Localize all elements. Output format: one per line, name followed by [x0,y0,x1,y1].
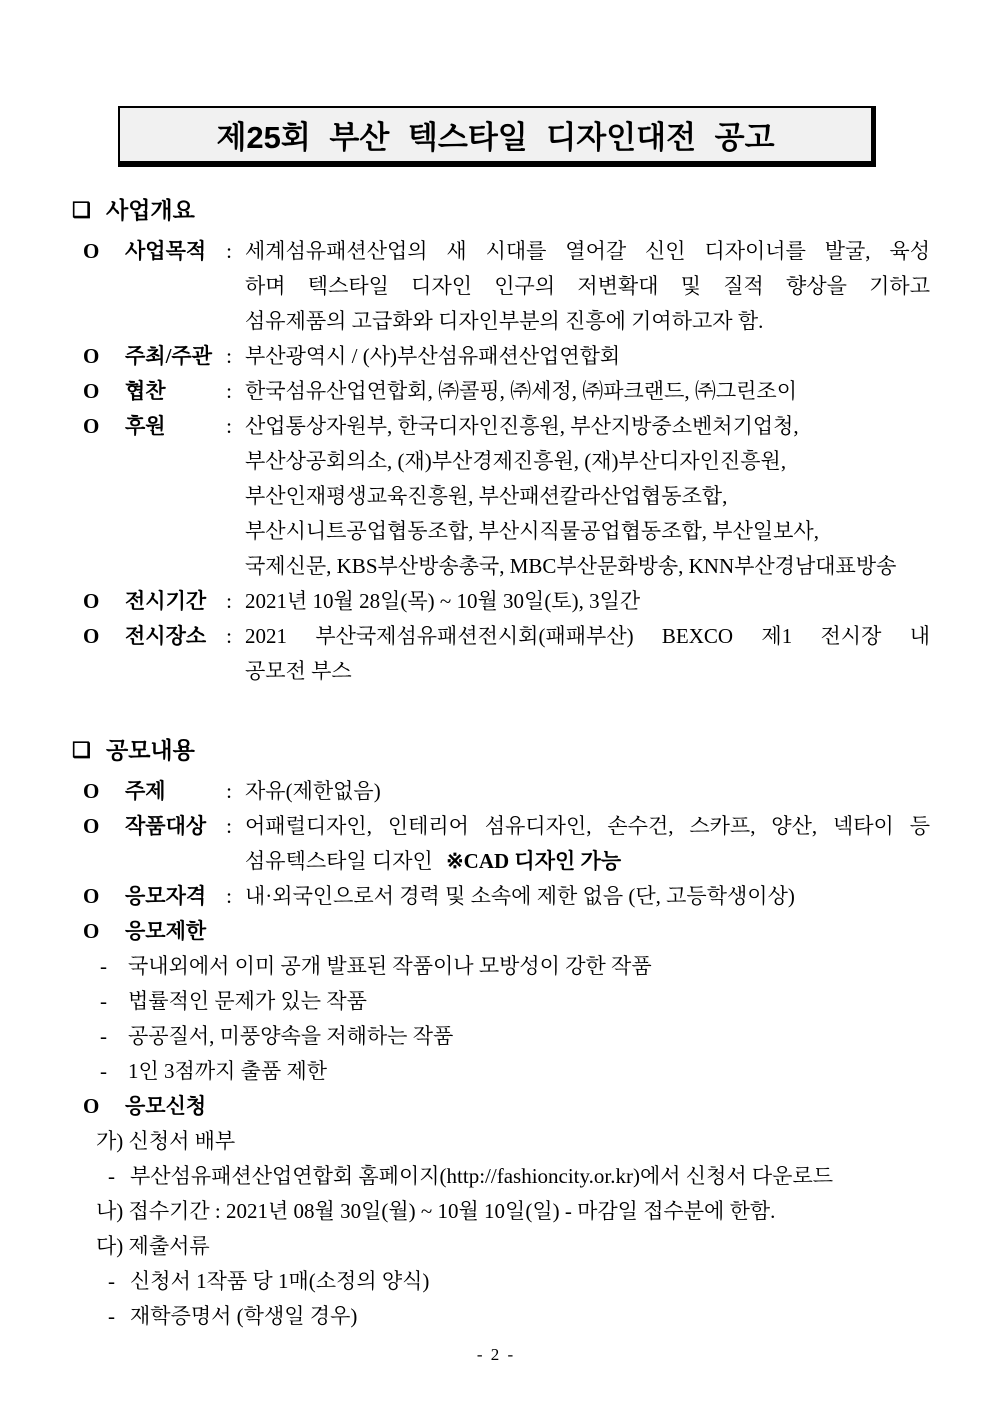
item-label: 전시장소 [125,624,207,648]
item-colon: : [226,414,232,438]
circle-bullet-icon: O [83,884,100,908]
target-line2-text: 섬유텍스타일 디자인 [245,849,433,873]
continuation-line: 하며 텍스타일 디자인 인구의 저변확대 및 질적 향상을 기하고 [245,274,930,298]
target-line2-bold-note: ※CAD 디자인 가능 [446,849,622,873]
dash-item [108,1299,930,1334]
dash-item [100,1019,930,1054]
page-title: 제25회 부산 텍스타일 디자인대전 공고 [216,120,775,155]
item-label: 사업목적 [125,239,207,263]
circle-bullet-icon: O [83,919,100,943]
square-bullet-icon: ❑ [72,738,91,762]
item-label: 주최/주관 [125,344,212,368]
dash-icon: - [100,954,107,978]
circle-bullet-icon: O [83,344,100,368]
continuation-line: 공모전 부스 [245,659,352,683]
item-value: 2021 부산국제섬유패션전시회(패패부산) BEXCO 제1 전시장 내 [245,624,930,648]
item-venue [83,619,930,654]
item-value: 2021년 10월 28일(목) ~ 10월 30일(토), 3일간 [245,589,641,613]
section-heading-text: 공모내용 [106,738,195,763]
circle-bullet-icon: O [83,239,100,263]
dash-icon: - [100,1024,107,1048]
dash-item [100,949,930,984]
square-bullet-icon: ❑ [72,198,91,222]
item-value: 한국섬유산업연합회, ㈜콜핑, ㈜세정, ㈜파크랜드, ㈜그린조이 [245,379,798,403]
item-value: 자유(제한없음) [245,779,381,803]
circle-bullet-icon: O [83,1094,100,1118]
continuation-line: 부산시니트공업협동조합, 부산시직물공업협동조합, 부산일보사, [245,519,819,543]
item-value: 어패럴디자인, 인테리어 섬유디자인, 손수건, 스카프, 양산, 넥타이 등 [245,814,930,838]
continuation-line: 부산상공회의소, (재)부산경제진흥원, (재)부산디자인진흥원, [245,449,787,473]
dash-item [108,1264,930,1299]
item-colon: : [226,624,232,648]
item-label: 협찬 [125,379,166,403]
item-colon: : [226,814,232,838]
dash-item [100,984,930,1019]
dash-item-text: 재학증명서 (학생일 경우) [130,1304,358,1328]
item-label: 전시기간 [125,589,207,613]
page-number: - 2 - [476,1345,516,1364]
circle-bullet-icon: O [83,379,100,403]
circle-bullet-icon: O [83,779,100,803]
item-support [83,409,930,444]
continuation-line: 부산인재평생교육진흥원, 부산패션칼라산업협동조합, [245,484,728,508]
item-label: 후원 [125,414,166,438]
item-label: 작품대상 [125,814,207,838]
item-period [83,584,930,619]
title-box [118,106,876,167]
item-label: 주제 [125,779,166,803]
document-content [0,193,992,1334]
dash-item-text: 국내외에서 이미 공개 발표된 작품이나 모방성이 강한 작품 [128,954,652,978]
item-colon: : [226,589,232,613]
item-value: 산업통상자원부, 한국디자인진흥원, 부산지방중소벤처기업청, [245,414,799,438]
item-colon: : [226,344,232,368]
sub-list-header-da: 다) 제출서류 [96,1234,210,1258]
continuation-line: 섬유제품의 고급화와 디자인부분의 진흥에 기여하고자 함. [245,309,764,333]
dash-icon: - [108,1269,115,1293]
dash-item-text: 공공질서, 미풍양속을 저해하는 작품 [128,1024,454,1048]
circle-bullet-icon: O [83,814,100,838]
dash-icon: - [108,1304,115,1328]
item-target [83,809,930,844]
continuation-line: 국제신문, KBS부산방송총국, MBC부산문화방송, KNN부산경남대표방송 [245,554,897,578]
item-host [83,339,930,374]
dash-icon: - [100,989,107,1013]
dash-item-text: 신청서 1작품 당 1매(소정의 양식) [130,1269,430,1293]
dash-item [100,1054,930,1089]
item-colon: : [226,239,232,263]
circle-bullet-icon: O [83,414,100,438]
dash-item-text: 1인 3점까지 출품 제한 [128,1059,328,1083]
dash-item [108,1159,930,1194]
circle-bullet-icon: O [83,589,100,613]
item-value: 세계섬유패션산업의 새 시대를 열어갈 신인 디자이너를 발굴, 육성 [245,239,930,263]
item-restriction [83,914,930,949]
item-colon: : [226,779,232,803]
continuation-line [245,844,930,879]
item-value: 내·외국인으로서 경력 및 소속에 제한 없음 (단, 고등학생이상) [245,884,795,908]
item-colon: : [226,884,232,908]
item-label: 응모자격 [125,884,207,908]
item-theme [83,774,930,809]
item-sponsor [83,374,930,409]
item-label: 응모제한 [125,919,207,943]
dash-item-text: 법률적인 문제가 있는 작품 [128,989,367,1013]
section-heading-contest [72,733,930,768]
item-value: 부산광역시 / (사)부산섬유패션산업연합회 [245,344,621,368]
item-colon: : [226,379,232,403]
sub-list-header-na: 나) 접수기간 : 2021년 08월 30일(월) ~ 10월 10일(일) - 마감일 접수분에 한함. [96,1199,776,1223]
item-application [83,1089,930,1124]
circle-bullet-icon: O [83,624,100,648]
item-purpose [83,234,930,269]
item-label: 응모신청 [125,1094,207,1118]
section-heading-overview [72,193,930,228]
section-heading-text: 사업개요 [106,198,195,223]
sub-list-header-ga: 가) 신청서 배부 [96,1129,236,1153]
dash-icon: - [100,1059,107,1083]
dash-item-text: 부산섬유패션산업연합회 홈페이지(http://fashioncity.or.kr)에서 신청서 다운로드 [130,1164,834,1188]
item-qualification [83,879,930,914]
dash-icon: - [108,1164,115,1188]
